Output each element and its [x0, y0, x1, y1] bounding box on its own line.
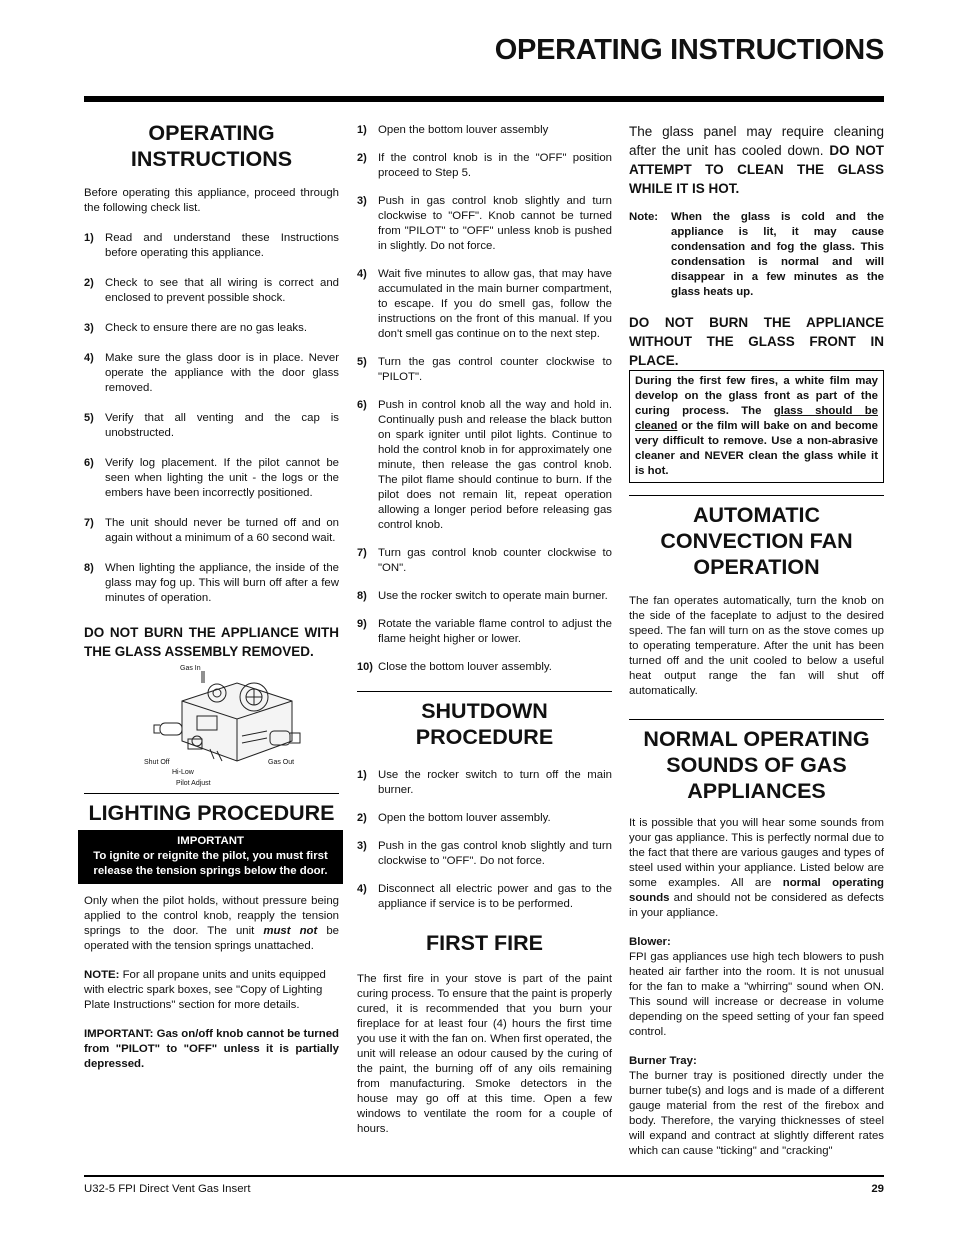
fan-operation-text: The fan operates automatically, turn the knob on the side of the faceplate to adjust to the desired speed. The fan will turn on as the stove comes up to operating temperature. After the unit has been turned off and the unit cooled to below a useful heat output range the fan will shut off automatically. [629, 595, 884, 697]
step-text: Disconnect all electric power and gas to the appliance if service is to be performed. [378, 883, 612, 910]
list-item [357, 355, 612, 385]
step-number: 4) [357, 268, 367, 280]
step-text: Make sure the glass door is in place. Never operate the appliance with the door glass removed. [105, 352, 339, 394]
step-text: When lighting the appliance, the inside of the glass may fog up. This will burn off after a few minutes of operation. [105, 562, 339, 604]
step-text: Push in control knob all the way and hold in. Continually push and release the black button on spark igniter until pilot lights. Continue to hold the control knob in for approximately one minute, then release the gas control knob. The pilot flame should continue to burn. If the pilot does not remain lit, repeat operation allowing a longer period before releasing gas control knob. [378, 399, 612, 531]
step-text: Close the bottom louver assembly. [378, 661, 552, 673]
intro-text: Before operating this appliance, proceed through the following check list. [84, 187, 339, 214]
no-glass-warning: DO NOT BURN THE APPLIANCE WITH THE GLASS ASSEMBLY REMOVED. [84, 625, 339, 659]
section-divider [84, 793, 339, 794]
important-text: To ignite or reignite the pilot, you must first release the tension springs below the door. [93, 850, 328, 877]
step-number: 5) [84, 412, 94, 424]
step-text: Read and understand these Instructions before operating this appliance. [105, 232, 339, 259]
blower-text: FPI gas appliances use high tech blowers to push heated air farther into the room. It is not unusual for the fan to make a "whirring" sound when ON. This sound will increase or decrease in volume depending on the speed setting of your fan speed control. [629, 951, 884, 1038]
step-text: Open the bottom louver assembly. [378, 812, 551, 824]
section-divider [629, 495, 884, 496]
step-number: 10) [357, 661, 373, 673]
list-item [357, 811, 612, 826]
step-number: 4) [84, 352, 94, 364]
condensation-note [629, 210, 884, 300]
list-item [357, 882, 612, 912]
lighting-procedure-heading: LIGHTING PROCEDURE [88, 801, 335, 825]
step-number: 5) [357, 356, 367, 368]
step-text: Rotate the variable flame control to adjust the flame height higher or lower. [378, 618, 612, 645]
normal-sounds-heading: NORMAL OPERATING SOUNDS OF GAS APPLIANCES [643, 727, 870, 803]
hi-low-label: Hi-Low [172, 769, 194, 776]
step-number: 2) [357, 812, 367, 824]
step-number: 1) [357, 124, 367, 136]
list-item [357, 768, 612, 798]
gas-out-label: Gas Out [268, 759, 295, 766]
operating-instructions-heading: OPERATING INSTRUCTIONS [130, 121, 293, 171]
step-number: 1) [357, 769, 367, 781]
step-text: Turn gas control knob counter clockwise to "ON". [378, 547, 612, 574]
list-item [84, 411, 339, 441]
important-title: IMPORTANT [177, 835, 244, 847]
blower-heading: Blower: [629, 936, 671, 948]
shutdown-steps [357, 768, 612, 912]
step-number: 6) [357, 399, 367, 411]
list-item [357, 546, 612, 576]
list-item [84, 561, 339, 606]
step-text: Verify log placement. If the pilot cannot be seen when lighting the unit - the logs or the embers have been incorrectly positioned. [105, 457, 339, 499]
knob-important-note: IMPORTANT: Gas on/off knob cannot be turned from "PILOT" to "OFF" unless it is partially depressed. [84, 1028, 339, 1070]
propane-note: NOTE: For all propane units and units equipped with electric spark boxes, see "Copy of Lighting Plate Instructions" section for more details. [84, 969, 326, 1011]
list-item [357, 267, 612, 342]
page-title: OPERATING INSTRUCTIONS [494, 34, 884, 66]
column-1 [84, 118, 339, 1072]
checklist [84, 231, 339, 606]
step-number: 2) [84, 277, 94, 289]
step-text: Wait five minutes to allow gas, that may have accumulated in the main burner compartment, to escape. If you do smell gas, follow the instructions on the front of this manual. If you don't smell gas continue on to the next step. [378, 268, 612, 340]
step-text: Open the bottom louver assembly [378, 124, 549, 136]
column-3 [629, 122, 884, 1159]
step-number: 8) [357, 590, 367, 602]
white-film-warning-box: During the first few fires, a white film may develop on the glass front as part of the curing process. The glass should be cleaned or the film will bake on and become very difficult to remove. Use a non-abrasive cleaner and NEVER clean the glass while it is hot. [629, 370, 884, 483]
list-item [357, 660, 612, 675]
normal-sounds-text: It is possible that you will hear some sounds from your gas appliance. This is perfectly normal due to the fact that there are various gauges and types of steel used within your appliance. Listed below are some examples. All are normal operating sounds and should not be considered as defects in your appliance. [629, 817, 884, 919]
step-number: 1) [84, 232, 94, 244]
step-text: Push in gas control knob slightly and turn clockwise to "OFF". Knob cannot be turned from "PILOT" to "OFF" unless knob is pushed in slightly. Do not force. [378, 195, 612, 252]
step-number: 7) [84, 517, 94, 529]
list-item [357, 589, 612, 604]
step-text: Turn the gas control counter clockwise to "PILOT". [378, 356, 612, 383]
glass-front-warning: DO NOT BURN THE APPLIANCE WITHOUT THE GLASS FRONT IN PLACE. [629, 315, 884, 368]
list-item [357, 194, 612, 254]
step-text: Check to see that all wiring is correct and enclosed to prevent possible shock. [105, 277, 339, 304]
burner-tray-heading: Burner Tray: [629, 1055, 697, 1067]
step-text: If the control knob is in the "OFF" position proceed to Step 5. [378, 152, 612, 179]
step-number: 3) [84, 322, 94, 334]
list-item [84, 321, 339, 336]
step-number: 8) [84, 562, 94, 574]
list-item [357, 839, 612, 869]
step-number: 3) [357, 840, 367, 852]
shut-off-label: Shut Off [144, 759, 170, 766]
glass-cleaning-text: The glass panel may require cleaning after the unit has cooled down. DO NOT ATTEMPT TO CLEAN THE GLASS WHILE IT IS HOT. [629, 124, 884, 196]
first-fire-text: The first fire in your stove is part of the paint curing process. To ensure that the paint is properly cured, it is recommended that you burn your fireplace for at least four (4) hours the first time you use it with the fan on. When first operated, the unit will release an odour caused by the curing of the paint, the burning off of any oils remaining from manufacturing. Smoke detectors in the house may go off at this time. Open a few windows to ventilate the room for a couple of hours. [357, 973, 612, 1135]
gas-valve-diagram [142, 661, 322, 786]
lighting-steps [357, 123, 612, 675]
column-2 [357, 123, 612, 1137]
fan-operation-heading: AUTOMATIC CONVECTION FAN OPERATION [660, 503, 853, 579]
gas-in-label: Gas In [180, 665, 201, 672]
footer-document-title: U32-5 FPI Direct Vent Gas Insert [84, 1183, 251, 1195]
step-number: 6) [84, 457, 94, 469]
list-item [357, 151, 612, 181]
section-divider [629, 719, 884, 720]
step-number: 9) [357, 618, 367, 630]
step-number: 2) [357, 152, 367, 164]
list-item [357, 398, 612, 533]
important-tension-springs-box [78, 830, 343, 884]
list-item [357, 123, 612, 138]
list-item [84, 456, 339, 501]
list-item [84, 351, 339, 396]
shutdown-procedure-heading: SHUTDOWN PROCEDURE [415, 699, 554, 749]
pilot-adjust-label: Pilot Adjust [176, 780, 211, 787]
bottom-rule [84, 1175, 884, 1177]
list-item [84, 276, 339, 306]
note-label: Note: [629, 211, 659, 223]
first-fire-heading: FIRST FIRE [425, 931, 544, 955]
pilot-holds-paragraph: Only when the pilot holds, without pressure being applied to the control knob, reapply the tension springs to the door. The unit must not be operated with the tension springs unattached. [84, 895, 339, 952]
section-divider [357, 691, 612, 692]
list-item [357, 617, 612, 647]
step-number: 7) [357, 547, 367, 559]
footer-page-number: 29 [871, 1183, 884, 1195]
list-item [84, 516, 339, 546]
list-item [84, 231, 339, 261]
step-text: Use the rocker switch to operate main burner. [378, 590, 608, 602]
step-text: Use the rocker switch to turn off the main burner. [378, 769, 612, 796]
step-text: Verify that all venting and the cap is unobstructed. [105, 412, 339, 439]
step-number: 3) [357, 195, 367, 207]
note-text: When the glass is cold and the appliance is lit, it may cause condensation and fog the glass. This condensation is normal and will disappear in a few minutes as the glass heats up. [671, 211, 884, 298]
step-text: Check to ensure there are no gas leaks. [105, 322, 307, 334]
step-text: The unit should never be turned off and on again without a minimum of a 60 second wait. [105, 517, 339, 544]
burner-tray-text: The burner tray is positioned directly under the burner tube(s) and logs and is made of a different gauge material from the rest of the firebox and body. Therefore, the varying thicknesses of steel will expand and contract at slightly different rates which can cause "ticking" and "cracking" [629, 1070, 884, 1157]
step-text: Push in the gas control knob slightly and turn clockwise to "OFF". Do not force. [378, 840, 612, 867]
step-number: 4) [357, 883, 367, 895]
top-rule [84, 96, 884, 102]
